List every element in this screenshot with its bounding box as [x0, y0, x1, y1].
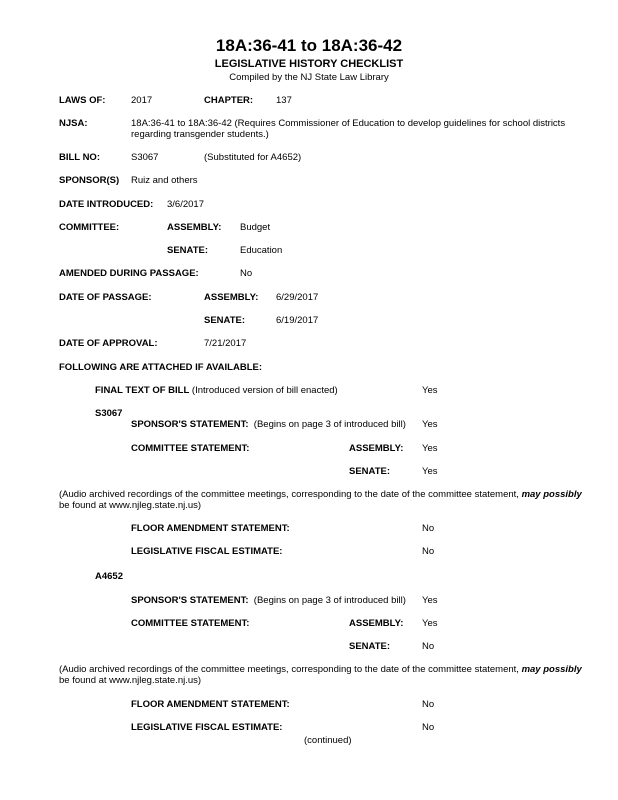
- a4652-sponsor-label: SPONSOR'S STATEMENT:: [131, 595, 249, 606]
- s3067-floor-value: No: [422, 523, 435, 534]
- continued-note: (continued): [304, 735, 352, 746]
- a4652-sponsor-note: (Begins on page 3 of introduced bill): [253, 595, 406, 606]
- a4652-fiscal-label: LEGISLATIVE FISCAL ESTIMATE:: [131, 722, 283, 733]
- s3067-floor-label: FLOOR AMENDMENT STATEMENT:: [131, 523, 290, 534]
- page-subtitle: LEGISLATIVE HISTORY CHECKLIST: [214, 58, 404, 70]
- s3067-audio-text: (Audio archived recordings of the committee meetings, corresponding to the date of the committee statement,: [59, 489, 522, 500]
- a4652-audio-text: (Audio archived recordings of the committee meetings, corresponding to the date of the committee statement,: [59, 664, 522, 675]
- committee-label: COMMITTEE:: [59, 222, 120, 233]
- a4652-sponsor-value: Yes: [422, 595, 438, 606]
- passage-assembly-label: ASSEMBLY:: [204, 292, 259, 303]
- s3067-sponsor-row: [131, 419, 406, 431]
- s3067-audio-line-2: be found at www.njleg.state.nj.us): [59, 500, 202, 511]
- s3067-committee-label: COMMITTEE STATEMENT:: [131, 443, 250, 454]
- a4652-label: A4652: [95, 571, 123, 582]
- chapter-label: CHAPTER:: [204, 95, 254, 106]
- sponsors-value: Ruiz and others: [131, 175, 198, 186]
- page-title: 18A:36-41 to 18A:36-42: [215, 36, 403, 55]
- s3067-assembly-label: ASSEMBLY:: [349, 443, 404, 454]
- a4652-assembly-label: ASSEMBLY:: [349, 618, 404, 629]
- amended-value: No: [240, 268, 253, 279]
- a4652-floor-label: FLOOR AMENDMENT STATEMENT:: [131, 699, 290, 710]
- committee-senate-label: SENATE:: [167, 245, 208, 256]
- laws-of-value: 2017: [131, 95, 153, 106]
- date-introduced-label: DATE INTRODUCED:: [59, 199, 154, 210]
- passage-assembly-value: 6/29/2017: [276, 292, 319, 303]
- amended-label: AMENDED DURING PASSAGE:: [59, 268, 199, 279]
- committee-assembly-label: ASSEMBLY:: [167, 222, 222, 233]
- s3067-sponsor-value: Yes: [422, 419, 438, 430]
- a4652-audio-emphasis: may possibly: [521, 664, 582, 675]
- a4652-fiscal-value: No: [422, 722, 435, 733]
- s3067-audio-emphasis: may possibly: [521, 489, 582, 500]
- s3067-label: S3067: [95, 408, 123, 419]
- bill-no-note: (Substituted for A4652): [204, 152, 302, 163]
- final-text-value: Yes: [422, 385, 438, 396]
- committee-assembly-value: Budget: [240, 222, 271, 233]
- sponsors-label: SPONSOR(S): [59, 175, 120, 186]
- s3067-sponsor-label: SPONSOR'S STATEMENT:: [131, 419, 249, 430]
- following-heading: FOLLOWING ARE ATTACHED IF AVAILABLE:: [59, 362, 262, 373]
- njsa-label: NJSA:: [59, 118, 88, 129]
- s3067-senate-value: Yes: [422, 466, 438, 477]
- date-of-approval-value: 7/21/2017: [204, 338, 247, 349]
- committee-senate-value: Education: [240, 245, 283, 256]
- final-text-note: (Introduced version of bill enacted): [189, 385, 338, 396]
- bill-no-label: BILL NO:: [59, 152, 100, 163]
- s3067-assembly-value: Yes: [422, 443, 438, 454]
- passage-senate-label: SENATE:: [204, 315, 245, 326]
- passage-senate-value: 6/19/2017: [276, 315, 319, 326]
- njsa-line-1: 18A:36-41 to 18A:36-42 (Requires Commissioner of Education to develop guidelines for school districts: [131, 118, 566, 129]
- date-of-passage-label: DATE OF PASSAGE:: [59, 292, 152, 303]
- a4652-senate-label: SENATE:: [349, 641, 390, 652]
- a4652-committee-label: COMMITTEE STATEMENT:: [131, 618, 250, 629]
- a4652-audio-line-2: be found at www.njleg.state.nj.us): [59, 675, 202, 686]
- final-text-row: [95, 385, 338, 397]
- date-introduced-value: 3/6/2017: [167, 199, 204, 210]
- s3067-fiscal-label: LEGISLATIVE FISCAL ESTIMATE:: [131, 546, 283, 557]
- laws-of-label: LAWS OF:: [59, 95, 106, 106]
- a4652-sponsor-row: [131, 595, 406, 607]
- a4652-assembly-value: Yes: [422, 618, 438, 629]
- bill-no-value: S3067: [131, 152, 159, 163]
- a4652-floor-value: No: [422, 699, 435, 710]
- compiled-by: Compiled by the NJ State Law Library: [229, 72, 389, 83]
- s3067-senate-label: SENATE:: [349, 466, 390, 477]
- final-text-label: FINAL TEXT OF BILL: [95, 385, 190, 396]
- s3067-fiscal-value: No: [422, 546, 435, 557]
- njsa-line-2: regarding transgender students.): [131, 129, 269, 140]
- s3067-sponsor-note: (Begins on page 3 of introduced bill): [253, 419, 406, 430]
- date-of-approval-label: DATE OF APPROVAL:: [59, 338, 158, 349]
- chapter-value: 137: [276, 95, 292, 106]
- a4652-senate-value: No: [422, 641, 435, 652]
